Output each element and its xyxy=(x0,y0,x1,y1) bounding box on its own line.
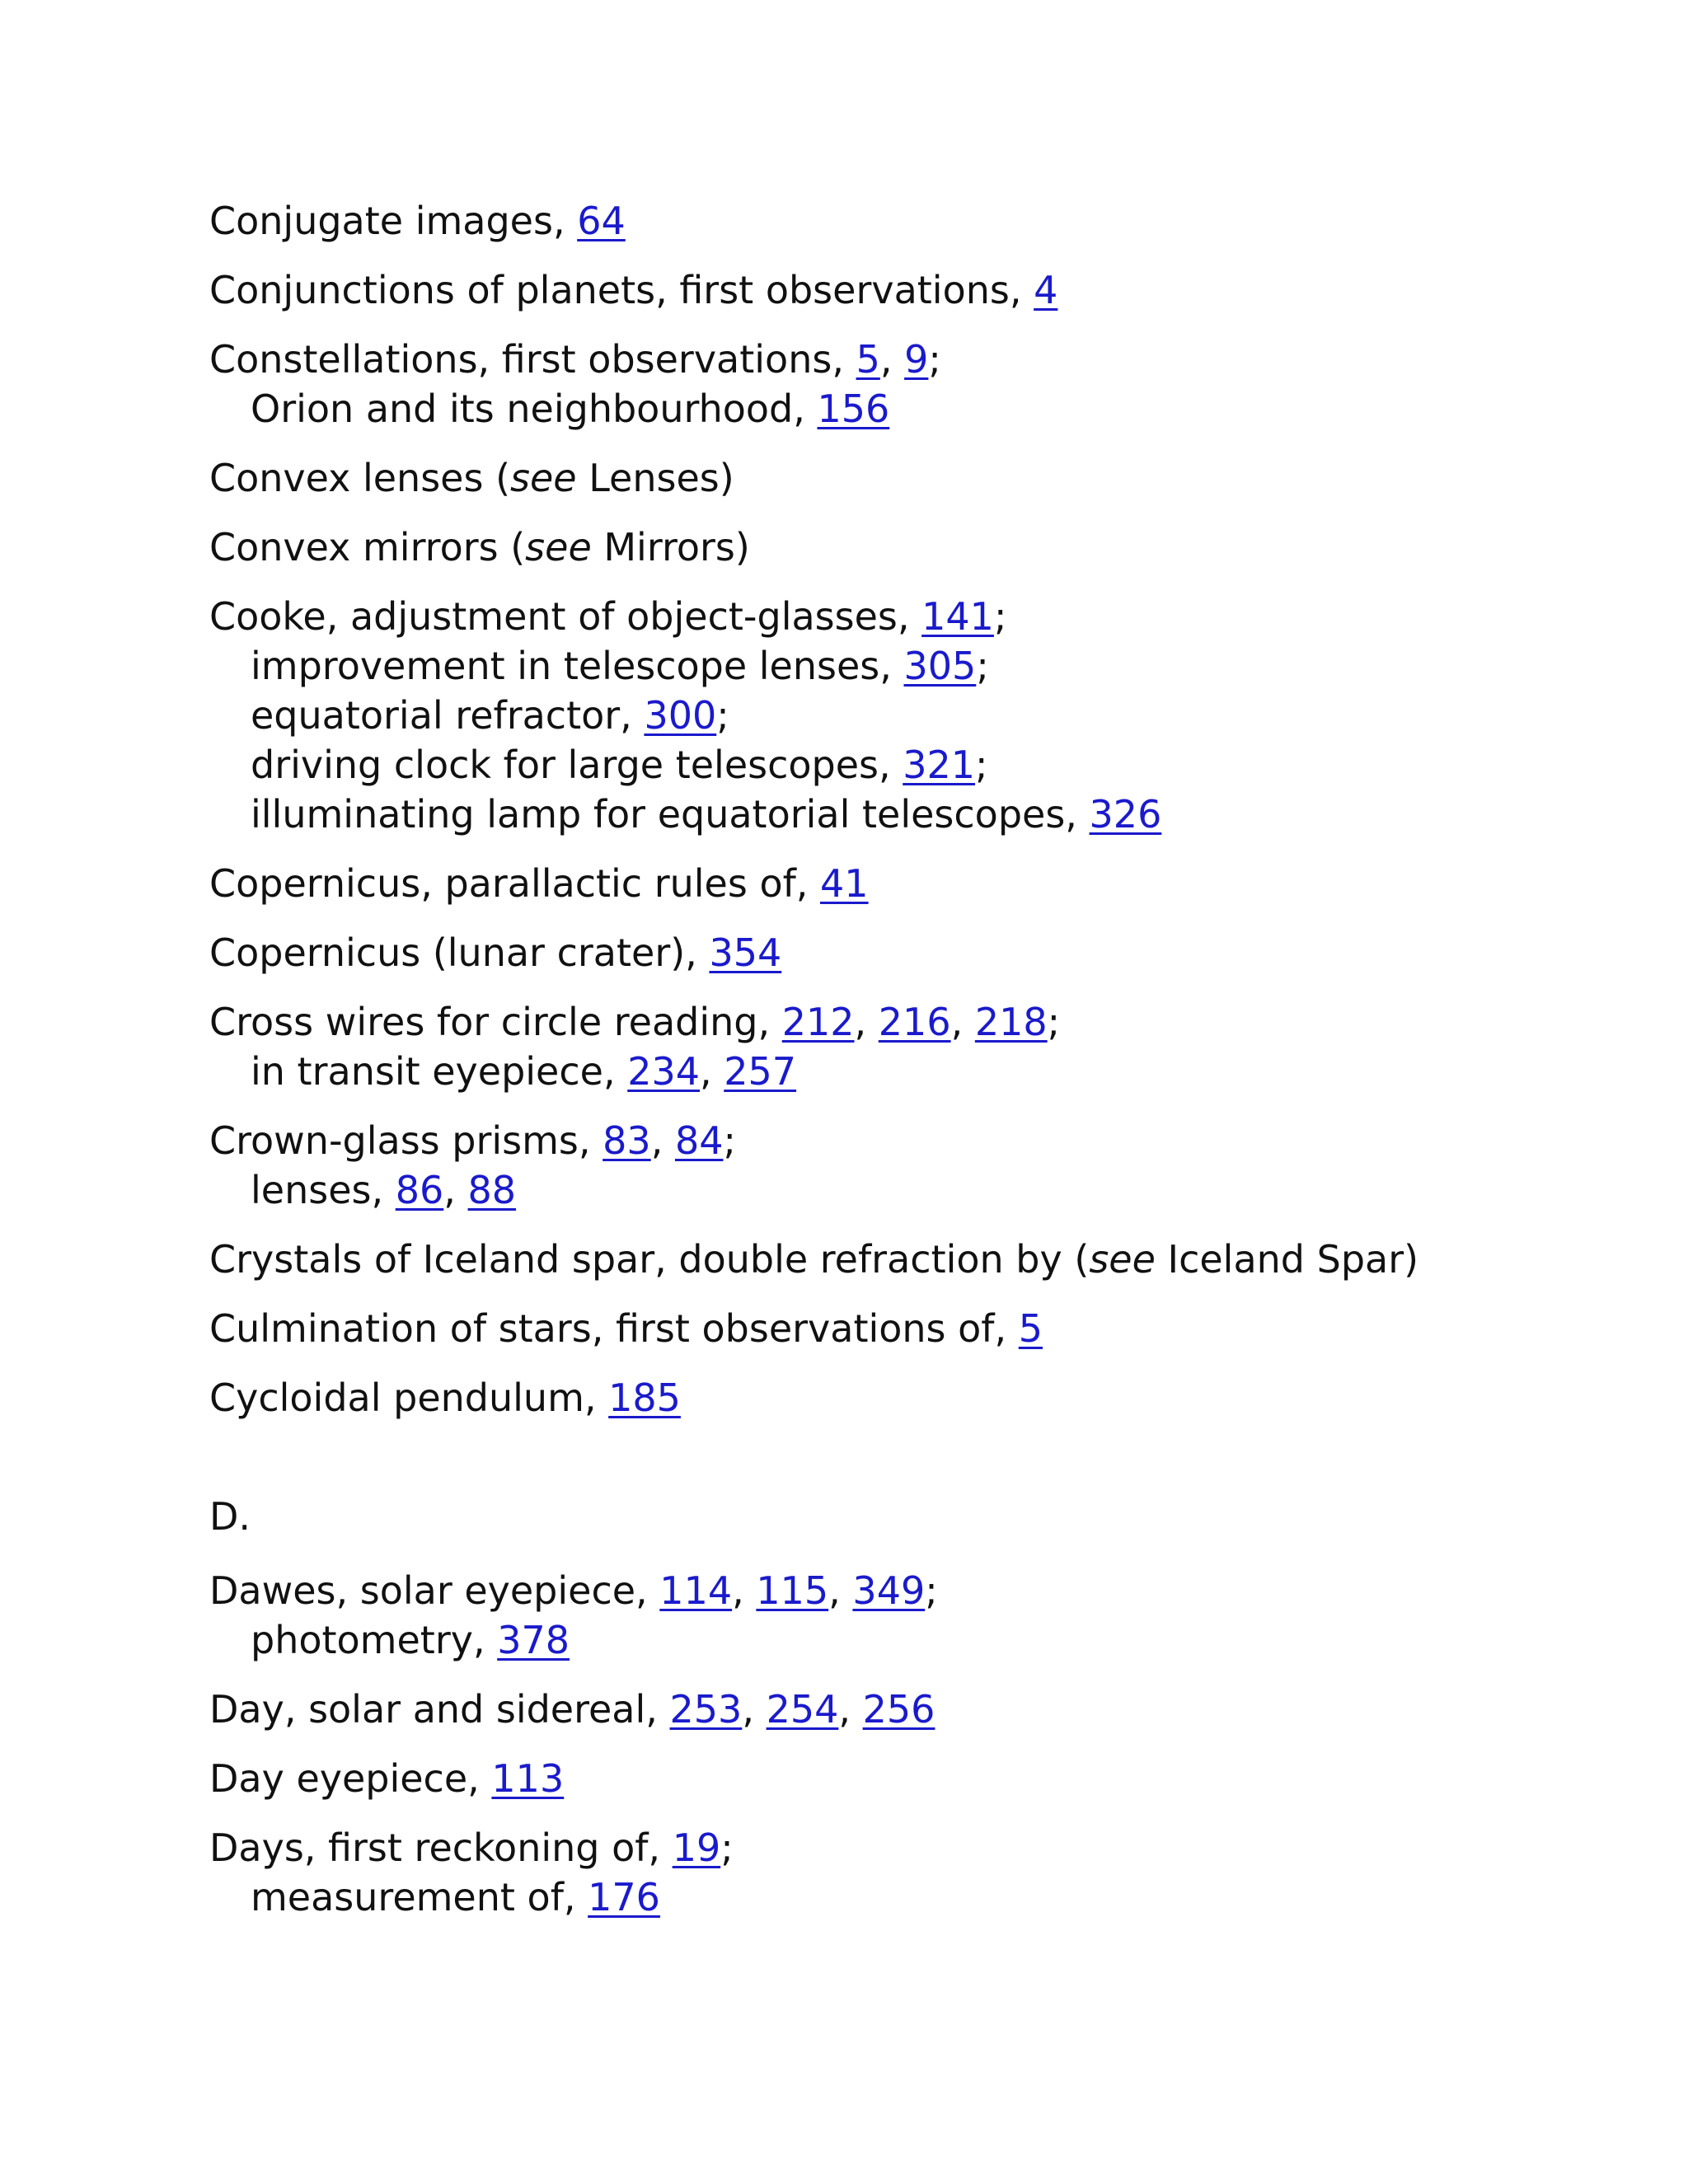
entry-subentry xyxy=(209,641,1627,691)
entry-subentry xyxy=(209,1047,1627,1096)
entry-text: , xyxy=(732,1568,757,1613)
entry-text: , xyxy=(443,1168,468,1212)
entry-text: Copernicus, parallactic rules of, xyxy=(209,861,821,906)
index-entry xyxy=(209,592,1627,839)
entry-text: Crown-glass prisms, xyxy=(209,1118,603,1163)
page-reference-link[interactable]: 19 xyxy=(672,1825,721,1870)
entry-text: ; xyxy=(975,743,988,787)
page-reference-link[interactable]: 141 xyxy=(921,594,994,639)
page-reference-link[interactable]: 305 xyxy=(903,644,977,688)
entry-text: , xyxy=(879,337,905,382)
entry-subentry xyxy=(209,1615,1627,1665)
entry-text: Cycloidal pendulum, xyxy=(209,1376,609,1420)
entry-text: , xyxy=(700,1049,724,1094)
entry-text: ; xyxy=(976,644,989,688)
index-entry xyxy=(209,523,1627,572)
index-entry xyxy=(209,453,1627,503)
entry-heading xyxy=(209,1376,681,1420)
page-reference-link[interactable]: 185 xyxy=(608,1376,681,1420)
entry-text: Convex mirrors ( xyxy=(209,525,526,569)
entry-text: illuminating lamp for equatorial telescopes, xyxy=(251,792,1090,837)
page-reference-link[interactable]: 83 xyxy=(603,1118,651,1163)
index-entry xyxy=(209,1304,1627,1353)
page-reference-link[interactable]: 349 xyxy=(852,1568,926,1613)
entry-text: Mirrors) xyxy=(591,525,750,569)
entry-text: ; xyxy=(1047,1000,1061,1044)
entry-text: Copernicus (lunar crater), xyxy=(209,930,710,975)
entry-heading xyxy=(209,337,941,382)
entry-text: , xyxy=(828,1568,853,1613)
page-reference-link[interactable]: 9 xyxy=(904,337,929,382)
entry-heading xyxy=(209,1118,736,1163)
page-reference-link[interactable]: 253 xyxy=(669,1687,743,1732)
page-reference-link[interactable]: 115 xyxy=(756,1568,829,1613)
page-reference-link[interactable]: 88 xyxy=(467,1168,517,1212)
entry-text: Lenses) xyxy=(576,456,734,500)
index-entry xyxy=(209,196,1627,246)
entry-text: ; xyxy=(720,1825,734,1870)
entry-text: ; xyxy=(928,337,941,382)
entry-text: ; xyxy=(723,1118,736,1163)
entry-heading xyxy=(209,456,734,500)
page-reference-link[interactable]: 5 xyxy=(1018,1306,1043,1351)
entry-subentry xyxy=(209,384,1627,434)
page-reference-link[interactable]: 64 xyxy=(577,199,626,243)
page-reference-link[interactable]: 212 xyxy=(781,1000,855,1044)
index-entry xyxy=(209,265,1627,315)
index-entry xyxy=(209,1566,1627,1665)
page-reference-link[interactable]: 234 xyxy=(627,1049,701,1094)
index-entry xyxy=(209,997,1627,1096)
entry-text: driving clock for large telescopes, xyxy=(251,743,903,787)
index-entry xyxy=(209,335,1627,434)
entry-text: ; xyxy=(993,594,1007,639)
see-reference-text: see xyxy=(510,456,577,500)
page-reference-link[interactable]: 5 xyxy=(856,337,880,382)
entry-text: measurement of, xyxy=(251,1875,588,1919)
entry-subentry xyxy=(209,790,1627,839)
entry-text: Convex lenses ( xyxy=(209,456,511,500)
page-reference-link[interactable]: 41 xyxy=(820,861,869,906)
page-reference-link[interactable]: 354 xyxy=(709,930,782,975)
entry-heading xyxy=(209,1568,938,1613)
entry-text: in transit eyepiece, xyxy=(251,1049,628,1094)
entry-subentry xyxy=(209,1872,1627,1922)
page-reference-link[interactable]: 321 xyxy=(903,743,976,787)
page-reference-link[interactable]: 4 xyxy=(1034,268,1058,312)
entry-text: , xyxy=(742,1687,767,1732)
entry-text: , xyxy=(838,1687,863,1732)
entry-text: Conjugate images, xyxy=(209,199,578,243)
entry-heading xyxy=(209,930,781,975)
entry-heading xyxy=(209,525,750,569)
entry-text: Culmination of stars, first observations of, xyxy=(209,1306,1019,1351)
page-reference-link[interactable]: 378 xyxy=(497,1618,570,1662)
entry-text: photometry, xyxy=(251,1618,498,1662)
entry-text: , xyxy=(950,1000,975,1044)
entry-text: Constellations, first observations, xyxy=(209,337,856,382)
entry-text: Days, first reckoning of, xyxy=(209,1825,673,1870)
entry-heading xyxy=(209,1825,734,1870)
index-entry xyxy=(209,1373,1627,1422)
entry-text: Orion and its neighbourhood, xyxy=(251,387,818,431)
see-reference-text: see xyxy=(525,525,592,569)
page-reference-link[interactable]: 216 xyxy=(878,1000,951,1044)
page-reference-link[interactable]: 114 xyxy=(659,1568,733,1613)
page-reference-link[interactable]: 326 xyxy=(1089,792,1162,837)
entry-text: Day eyepiece, xyxy=(209,1756,492,1801)
entry-heading xyxy=(209,1306,1043,1351)
section-letter: D. xyxy=(209,1494,251,1539)
page-reference-link[interactable]: 113 xyxy=(491,1756,565,1801)
entry-text: ; xyxy=(716,693,729,738)
page-reference-link[interactable]: 176 xyxy=(588,1875,660,1919)
index-entry xyxy=(209,1685,1627,1734)
index-entry xyxy=(209,928,1627,977)
entry-text: Iceland Spar) xyxy=(1155,1237,1419,1282)
entry-heading xyxy=(209,594,1006,639)
page-reference-link[interactable]: 218 xyxy=(974,1000,1048,1044)
page-reference-link[interactable]: 156 xyxy=(817,387,890,431)
entry-text: , xyxy=(854,1000,879,1044)
entry-text: Crystals of Iceland spar, double refraction by ( xyxy=(209,1237,1090,1282)
entry-text: Conjunctions of planets, first observations, xyxy=(209,268,1034,312)
page-reference-link[interactable]: 300 xyxy=(644,693,717,738)
entry-subentry xyxy=(209,691,1627,740)
entry-heading xyxy=(209,1687,935,1732)
index-entry xyxy=(209,1754,1627,1803)
entry-heading xyxy=(209,1237,1418,1282)
entry-heading xyxy=(209,861,869,906)
page-reference-link[interactable]: 256 xyxy=(862,1687,935,1732)
entry-heading xyxy=(209,1756,564,1801)
entry-text: Day, solar and sidereal, xyxy=(209,1687,670,1732)
page-reference-link[interactable]: 86 xyxy=(395,1168,444,1212)
entry-heading xyxy=(209,199,626,243)
entry-text: Cooke, adjustment of object-glasses, xyxy=(209,594,922,639)
entry-text: lenses, xyxy=(251,1168,396,1212)
entry-subentry xyxy=(209,740,1627,790)
entry-text: Dawes, solar eyepiece, xyxy=(209,1568,660,1613)
entry-text: , xyxy=(650,1118,675,1163)
index-entry xyxy=(209,1116,1627,1215)
see-reference-text: see xyxy=(1089,1237,1156,1282)
index-page xyxy=(209,196,1627,1942)
entry-heading xyxy=(209,1000,1060,1044)
entry-text: Cross wires for circle reading, xyxy=(209,1000,782,1044)
entry-heading xyxy=(209,268,1057,312)
index-entry xyxy=(209,1823,1627,1922)
entry-text: improvement in telescope lenses, xyxy=(251,644,904,688)
page-reference-link[interactable]: 257 xyxy=(724,1049,797,1094)
index-entry xyxy=(209,859,1627,908)
entry-text: equatorial refractor, xyxy=(251,693,645,738)
page-reference-link[interactable]: 254 xyxy=(766,1687,839,1732)
entry-subentry xyxy=(209,1165,1627,1215)
page-reference-link[interactable]: 84 xyxy=(674,1118,724,1163)
entry-text: ; xyxy=(925,1568,938,1613)
index-entry xyxy=(209,1235,1627,1284)
